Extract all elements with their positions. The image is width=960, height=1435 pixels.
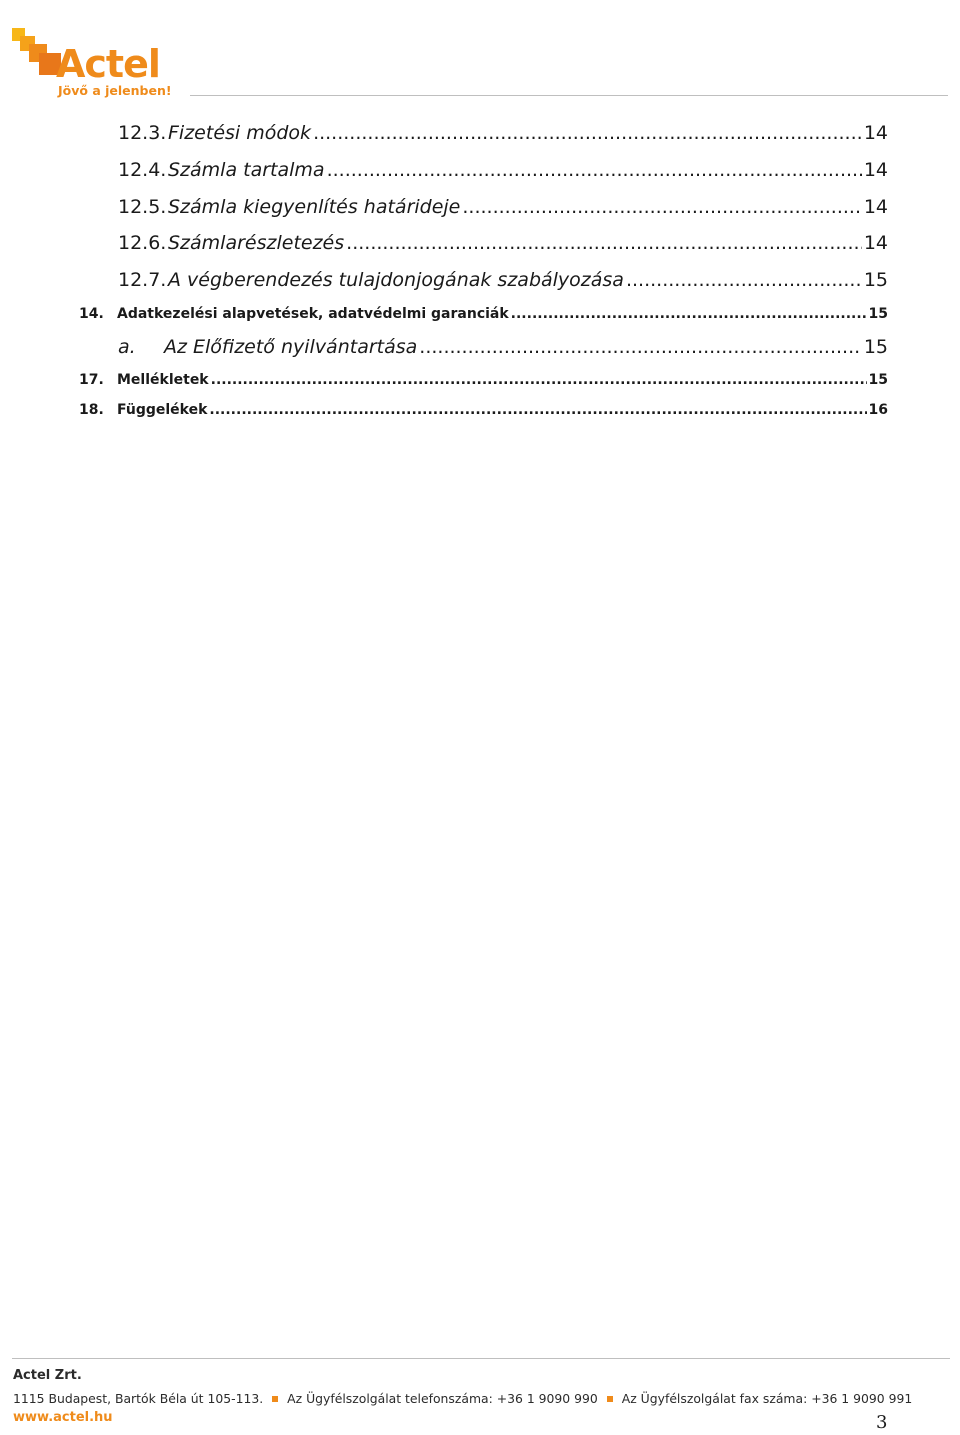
toc-entry-page: 15 bbox=[868, 306, 888, 322]
logo-tagline: Jövő a jelenben! bbox=[58, 83, 172, 98]
toc-entry-number: a. bbox=[118, 336, 136, 358]
toc-entry-number: 17. bbox=[79, 372, 104, 388]
toc-entry[interactable] bbox=[79, 402, 888, 418]
toc-entry-number: 14. bbox=[79, 306, 104, 322]
toc-entry[interactable] bbox=[79, 306, 888, 322]
toc-entry-title: Mellékletek bbox=[117, 372, 209, 388]
footer-company-name: Actel Zrt. bbox=[13, 1368, 82, 1383]
toc-entry-title: Számlarészletezés bbox=[168, 232, 345, 254]
toc-entry-page: 14 bbox=[863, 196, 888, 218]
toc-entry-page: 14 bbox=[863, 122, 888, 144]
actel-logo bbox=[12, 28, 192, 100]
toc-entry[interactable] bbox=[118, 232, 888, 254]
toc-entry-number: 12.6. bbox=[118, 232, 167, 254]
footer-address: 1115 Budapest, Bartók Béla út 105-113. bbox=[13, 1391, 264, 1406]
toc-entry-number: 18. bbox=[79, 402, 104, 418]
toc-dot-leader bbox=[462, 196, 861, 218]
toc-entry-title: Adatkezelési alapvetések, adatvédelmi garanciák bbox=[117, 306, 509, 322]
toc-entry-title: Számla kiegyenlítés határideje bbox=[168, 196, 461, 218]
toc-entry-title: Az Előfizető nyilvántartása bbox=[164, 336, 418, 358]
toc-entry[interactable] bbox=[118, 159, 888, 181]
footer-contact-line bbox=[13, 1391, 912, 1406]
toc-entry-page: 15 bbox=[868, 372, 888, 388]
toc-entry-title: Fizetési módok bbox=[168, 122, 312, 144]
logo-brand-text: Actel bbox=[56, 42, 160, 86]
toc-entry[interactable] bbox=[118, 269, 888, 291]
bullet-square-icon bbox=[607, 1396, 613, 1402]
toc-entry-number: 12.5. bbox=[118, 196, 167, 218]
toc-entry-page: 16 bbox=[868, 402, 888, 418]
toc-entry-page: 15 bbox=[863, 269, 888, 291]
toc-entry-title: Függelékek bbox=[117, 402, 208, 418]
toc-dot-leader bbox=[511, 306, 867, 322]
footer-divider bbox=[12, 1358, 950, 1359]
toc-dot-leader bbox=[327, 159, 862, 181]
toc-dot-leader bbox=[313, 122, 862, 144]
toc-entry-page: 14 bbox=[863, 159, 888, 181]
toc-entry-number: 12.4. bbox=[118, 159, 167, 181]
header-divider bbox=[190, 95, 948, 96]
page-number: 3 bbox=[876, 1412, 888, 1433]
toc-entry[interactable] bbox=[118, 336, 888, 358]
toc-dot-leader bbox=[346, 232, 862, 254]
toc-dot-leader bbox=[209, 402, 866, 418]
toc-dot-leader bbox=[211, 372, 867, 388]
bullet-square-icon bbox=[272, 1396, 278, 1402]
page-header bbox=[0, 0, 960, 110]
toc-entry[interactable] bbox=[118, 122, 888, 144]
toc-entry-number: 12.3. bbox=[118, 122, 167, 144]
toc-entry-title: Számla tartalma bbox=[168, 159, 325, 181]
footer-phone: Az Ügyfélszolgálat telefonszáma: +36 1 9090 990 bbox=[287, 1391, 598, 1406]
toc-entry[interactable] bbox=[79, 372, 888, 388]
toc-entry-page: 14 bbox=[863, 232, 888, 254]
footer-fax: Az Ügyfélszolgálat fax száma: +36 1 9090 991 bbox=[621, 1391, 913, 1406]
toc-entry-title: A végberendezés tulajdonjogának szabályozása bbox=[168, 269, 624, 291]
toc-dot-leader bbox=[419, 336, 862, 358]
toc-entry-number: 12.7. bbox=[118, 269, 167, 291]
toc-dot-leader bbox=[626, 269, 862, 291]
footer-website-link[interactable]: www.actel.hu bbox=[13, 1410, 113, 1425]
toc-entry[interactable] bbox=[118, 196, 888, 218]
toc-entry-page: 15 bbox=[863, 336, 888, 358]
